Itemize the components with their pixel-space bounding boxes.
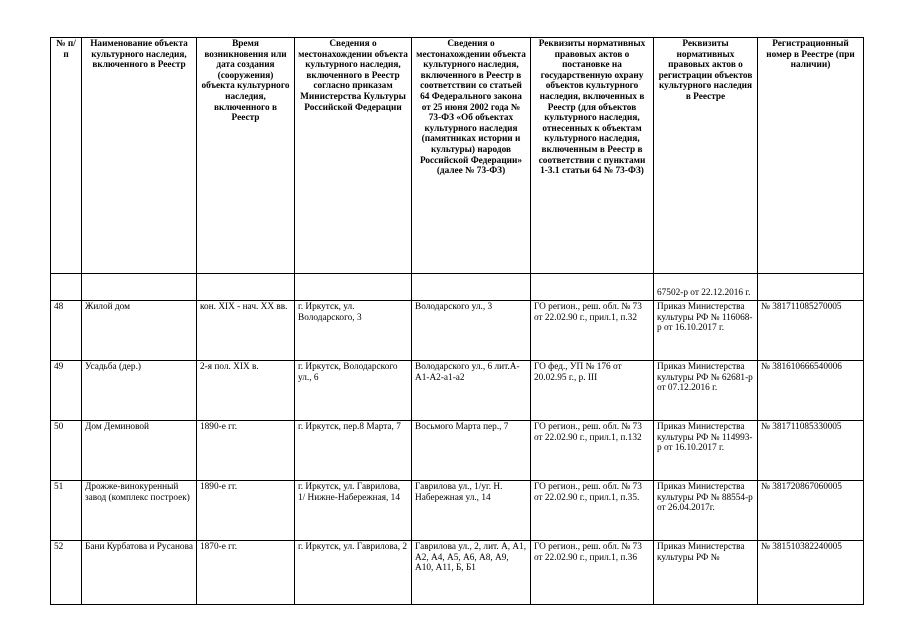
table-row xyxy=(51,301,864,361)
table-cell: Приказ Министерства культуры РФ № 62681-р от 07.12.2016 г. xyxy=(654,361,758,421)
table-cell: № 381711085270005 xyxy=(758,301,864,361)
table-cell: ГО регион., реш. обл. № 73 от 22.02.90 г., прил.1, п.36 xyxy=(531,541,654,605)
table-cell: г. Иркутск, Володарского ул., 6 xyxy=(295,361,412,421)
table-cell: Дрожже-винокуренный завод (комплекс построек) xyxy=(82,481,197,541)
table-cell: Приказ Министерства культуры РФ № 116068-р от 16.10.2017 г. xyxy=(654,301,758,361)
header-date: Время возникновения или дата создания (сооружения) объекта культурного наследия, включенного в Реестр xyxy=(197,38,295,274)
table-cell: Жилой дом xyxy=(82,301,197,361)
table-cell xyxy=(758,274,864,301)
table-cell: № 381610666540006 xyxy=(758,361,864,421)
continuation-row xyxy=(51,274,864,301)
table-cell: Усадьба (дер.) xyxy=(82,361,197,421)
table-cell: № 381720867060005 xyxy=(758,481,864,541)
header-location-ministry: Сведения о местонахождении объекта культурного наследия, включенного в Реестр согласно приказам Министерства Культуры Российской Федерации xyxy=(295,38,412,274)
table-cell: Восьмого Марта пер., 7 xyxy=(412,421,531,481)
table-cell: Гаврилова ул., 2, лит. А, А1, А2, А4, А5, А6, А8, А9, А10, А11, Б, Б1 xyxy=(412,541,531,605)
header-registration-number: Регистрационный номер в Реестре (при наличии) xyxy=(758,38,864,274)
table-cell: 50 xyxy=(51,421,82,481)
table-cell: Приказ Министерства культуры РФ № 88554-р от 26.04.2017г. xyxy=(654,481,758,541)
table-cell: № 381711085330005 xyxy=(758,421,864,481)
table-cell: г. Иркутск, ул. Володарского, 3 xyxy=(295,301,412,361)
table-cell: Приказ Министерства культуры РФ № 114993-р от 16.10.2017 г. xyxy=(654,421,758,481)
table-cell: 49 xyxy=(51,361,82,421)
header-location-law: Сведения о местонахождении объекта культурного наследия, включенного в Реестр в соответствии со статьей 64 Федерального закона от 25 июня 2002 года № 73-ФЗ «Об объектах культурного наследия (памятниках истории и культуры) народов Российской Федерации» (далее № 73-ФЗ) xyxy=(412,38,531,274)
table-cell: Володарского ул., 6 лит.А-А1-А2-а1-а2 xyxy=(412,361,531,421)
table-cell: № 381510382240005 xyxy=(758,541,864,605)
table-cell: Дом Деминовой xyxy=(82,421,197,481)
table-cell: Гаврилова ул., 1/уг. Н. Набережная ул., 14 xyxy=(412,481,531,541)
table-header-row xyxy=(51,38,864,274)
table-row xyxy=(51,421,864,481)
table-cell: 1890-е гг. xyxy=(197,421,295,481)
table-cell xyxy=(82,274,197,301)
heritage-register-table xyxy=(50,37,864,605)
table-cell: 52 xyxy=(51,541,82,605)
table-cell: г. Иркутск, ул. Гаврилова, 1/ Нижне-Набережная, 14 xyxy=(295,481,412,541)
table-cell: ГО регион., реш. обл. № 73 от 22.02.90 г., прил.1, п.35. xyxy=(531,481,654,541)
header-number: № п/п xyxy=(51,38,82,274)
table-cell: Бани Курбатова и Русанова xyxy=(82,541,197,605)
table-cell: г. Иркутск, пер.8 Марта, 7 xyxy=(295,421,412,481)
table-cell: кон. XIX - нач. XX вв. xyxy=(197,301,295,361)
table-cell xyxy=(51,274,82,301)
table-cell: 67502-р от 22.12.2016 г. xyxy=(654,274,758,301)
table-cell: 2-я пол. XIX в. xyxy=(197,361,295,421)
table-cell: 51 xyxy=(51,481,82,541)
table-cell: 1890-е гг. xyxy=(197,481,295,541)
header-registration-acts: Реквизиты нормативных правовых актов о регистрации объектов культурного наследия в Реестре xyxy=(654,38,758,274)
table-cell: Приказ Министерства культуры РФ № xyxy=(654,541,758,605)
header-name: Наименование объекта культурного наследия, включенного в Реестр xyxy=(82,38,197,274)
table-cell xyxy=(295,274,412,301)
table-cell: г. Иркутск, ул. Гаврилова, 2 xyxy=(295,541,412,605)
table-cell: 48 xyxy=(51,301,82,361)
table-row xyxy=(51,361,864,421)
table-cell xyxy=(531,274,654,301)
table-row xyxy=(51,541,864,605)
table-cell: 1870-е гг. xyxy=(197,541,295,605)
table-cell: ГО регион., реш. обл. № 73 от 22.02.90 г., прил.1, п.32 xyxy=(531,301,654,361)
table-row xyxy=(51,481,864,541)
table-cell: ГО регион., реш. обл. № 73 от 22.02.90 г., прил.1, п.132 xyxy=(531,421,654,481)
table-cell xyxy=(412,274,531,301)
table-cell: Володарского ул., 3 xyxy=(412,301,531,361)
table-cell xyxy=(197,274,295,301)
table-cell: ГО фед., УП № 176 от 20.02.95 г., р. III xyxy=(531,361,654,421)
header-protection-acts: Реквизиты нормативных правовых актов о постановке на государственную охрану объектов культурного наследия, включенных в Реестр (для объектов культурного наследия, отнесенных к объектам культурного наследия, включенным в Реестр в соответствии с пунктами 1-3.1 статьи 64 № 73-ФЗ) xyxy=(531,38,654,274)
